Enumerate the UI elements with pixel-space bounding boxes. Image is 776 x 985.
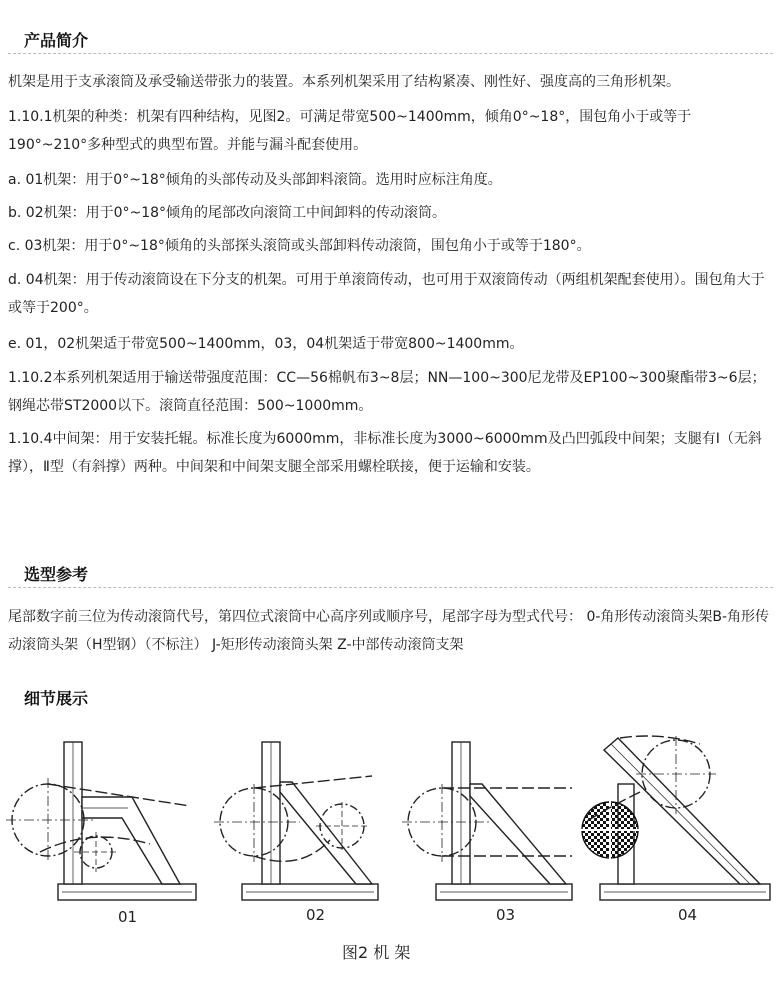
intro-paragraph-5: c. 03机架：用于0°~18°倾角的头部探头滚筒或头部卸料传动滚筒，围包角小于或等于180°。 bbox=[8, 238, 591, 254]
frame-drawing bbox=[0, 722, 776, 985]
frame-02-label: 02 bbox=[306, 906, 326, 924]
section-title-details: 细节展示 bbox=[24, 689, 89, 708]
figure-caption: 图2 机 架 bbox=[342, 943, 411, 962]
frame-01-label: 01 bbox=[118, 908, 138, 926]
intro-paragraph-4: b. 02机架：用于0°~18°倾角的尾部改向滚筒工中间卸料的传动滚筒。 bbox=[8, 205, 447, 221]
frame-02-drawing bbox=[214, 742, 378, 900]
frame-01-drawing bbox=[6, 742, 196, 900]
intro-paragraph-3: a. 01机架：用于0°~18°倾角的头部传动及头部卸料滚筒。选用时应标注角度。 bbox=[8, 172, 502, 188]
intro-paragraph-7: e. 01，02机架适于带宽500~1400mm，03，04机架适于带宽800~1400mm。 bbox=[8, 336, 524, 352]
frame-03-label: 03 bbox=[496, 906, 516, 924]
intro-paragraph-9: 1.10.4中间架：用于安装托辊。标准长度为6000mm，非标准长度为3000~6000mm及凸凹弧段中间架；支腿有Ⅰ（无斜撑），Ⅱ型（有斜撑）两种。中间架和中间架支腿全部采用螺栓联接，便于运输和安装。 bbox=[8, 431, 762, 475]
frame-04-drawing bbox=[576, 736, 770, 900]
intro-paragraph-8: 1.10.2本系列机架适用于输送带强度范围：CC—56棉帆布3~8层；NN—100~300尼龙带及EP100~300聚酯带3~6层；钢绳芯带ST2000以下。滚筒直径范围：500~1000mm。 bbox=[8, 370, 766, 414]
selection-paragraph-1: 尾部数字前三位为传动滚筒代号，第四位式滚筒中心高序列或顺序号，尾部字母为型式代号： 0-角形传动滚筒头架B-角形传动滚筒头架（H型钢）（不标注） J-矩形传动滚筒头架 Z-中部传动滚筒支架 bbox=[8, 609, 770, 653]
intro-paragraph-2: 1.10.1机架的种类：机架有四种结构，见图2。可满足带宽500~1400mm，倾角0°~18°，围包角小于或等于190°~210°多种型式的典型布置。并能与漏斗配套使用。 bbox=[8, 109, 692, 153]
frame-03-drawing bbox=[402, 742, 572, 900]
frame-figure bbox=[0, 722, 776, 985]
section-header-details bbox=[8, 680, 773, 712]
section-title-selection: 选型参考 bbox=[24, 565, 89, 584]
intro-paragraph-1: 机架是用于支承滚筒及承受输送带张力的装置。本系列机架采用了结构紧凑、刚性好、强度高的三角形机架。 bbox=[8, 74, 680, 90]
intro-paragraph-6: d. 04机架：用于传动滚筒设在下分支的机架。可用于单滚筒传动，也可用于双滚筒传动（两组机架配套使用）。围包角大于或等于200°。 bbox=[8, 272, 765, 316]
section-header-intro bbox=[8, 22, 773, 54]
frame-04-label: 04 bbox=[678, 906, 698, 924]
section-header-selection bbox=[8, 556, 773, 588]
section-title-intro: 产品简介 bbox=[24, 31, 89, 50]
